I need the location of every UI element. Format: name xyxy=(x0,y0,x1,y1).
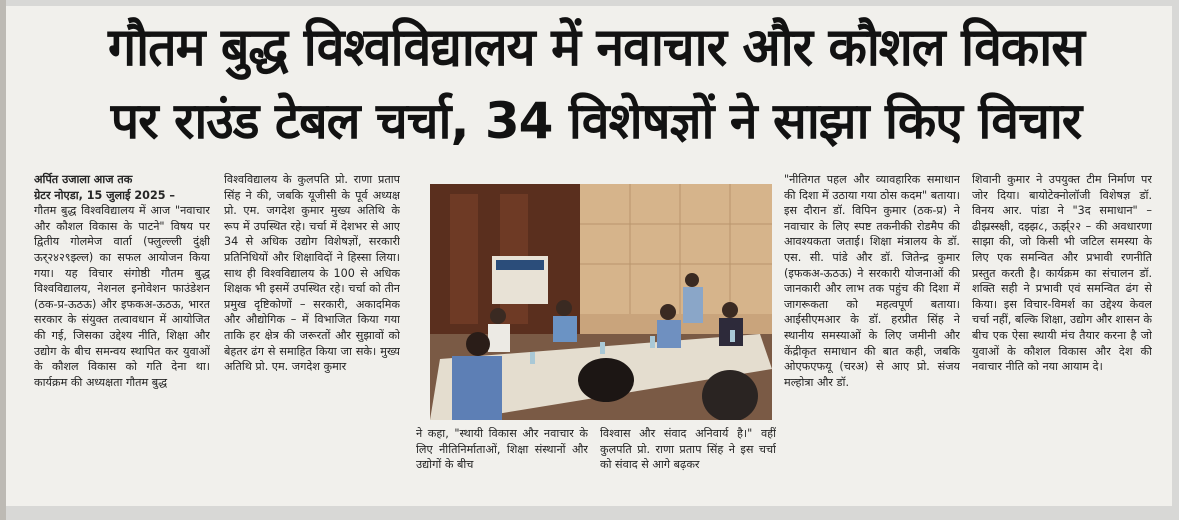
headline-line-2: पर राउंड टेबल चर्चा, 34 विशेषज्ञों ने साझा किए विचार xyxy=(110,92,1082,150)
column-5-text: "नीतिगत पहल और व्यावहारिक समाधान की दिशा में उठाया गया ठोस कदम" बताया। इस दौरान डॉ. विपिन कुमार (ठक-प्र) ने नवाचार के लिए स्पष्ट तकनीकी रोडमैप की आवश्यकता जताई। शिक्षा मंत्रालय के डॉ. एस. सी. पांडे और डॉ. जितेन्द्र कुमार (इफकअ-ऊठऊ) ने सरकारी योजनाओं की जानकारी और लाभ तक पहुंच की दिशा में जागरूकता को महत्वपूर्ण बताया। आईसीएमआर के डॉ. हरप्रीत सिंह ने स्थानीय समस्याओं के लिए जमीनी और केंद्रीकृत समाधान की बात कही, जबकि ओएफएफयू (चरअ) से आए प्रो. संजय मल्होत्रा और डॉ. xyxy=(784,173,960,389)
headline-line-1: गौतम बुद्ध विश्वविद्यालय में नवाचार और कौशल विकास xyxy=(107,16,1085,78)
byline: अर्पित उजाला आज तक xyxy=(34,173,133,186)
article-column-5 xyxy=(784,172,960,492)
newspaper-clipping xyxy=(6,6,1172,506)
column-4-text: विश्वास और संवाद अनिवार्य है।" वहीं कुलपति प्रो. राणा प्रताप सिंह ने इस चर्चा को संवाद से आगे बढ़कर xyxy=(600,427,776,472)
column-1-text: गौतम बुद्ध विश्वविद्यालय में आज "नवाचार और कौशल विकास के पाटने" विषय पर द्वितीय गोलमेज वार्ता (फ्लुल्ल्ली दुंक्षी ऊर्२४२९झ्ल्ल) का सफल आयोजन किया गया। यह विचार संगोष्ठी गौतम बुद्ध विश्वविद्यालय, नेशनल इनोवेशन फाउंडेशन (ठक-प्र-ऊठऊ) और इफकअ-ऊठऊ, भारत सरकार के संयुक्त तत्वावधान में आयोजित की गई, जिसका उद्देश्य नीति, शिक्षा और उद्योग के बीच समन्वय स्थापित कर युवाओं के कौशल विकास को गति देना था। कार्यक्रम की अध्यक्षता गौतम बुद्ध xyxy=(34,204,210,389)
column-2-text: विश्वविद्यालय के कुलपति प्रो. राणा प्रताप सिंह ने की, जबकि यूजीसी के पूर्व अध्यक्ष प्रो. एम. जगदेश कुमार मुख्य अतिथि के रूप में उपस्थित रहे। चर्चा में देशभर से आए 34 से अधिक उद्योग विशेषज्ञों, सरकारी प्रतिनिधियों और शिक्षाविदों ने हिस्सा लिया। साथ ही विश्वविद्यालय के 100 से अधिक शिक्षक भी इसमें उपस्थित रहे। चर्चा को तीन प्रमुख दृष्टिकोणों – सरकारी, अकादमिक और औद्योगिक – में विभाजित किया गया ताकि हर क्षेत्र की जरूरतों और सुझावों को बेहतर ढंग से समाहित किया जा सके। मुख्य अतिथि प्रो. एम. जगदेश कुमार xyxy=(224,173,400,374)
column-6-text: शिवानी कुमार ने उपयुक्त टीम निर्माण पर जोर दिया। बायोटेक्नोलॉजी विशेषज्ञ डॉ. विनय आर. पांडा ने "3द समाधान" – ढीझ्रस्स्क्षी, दझ्झ८, ऊर्झ्२२ – की अवधारणा साझा की, जो किसी भी जटिल समस्या के लिए एक समन्वित और प्रभावी रणनीति प्रस्तुत करती है। कार्यक्रम का संचालन डॉ. शक्ति सही ने प्रभावी एवं समन्वित ढंग से किया। इस विचार-विमर्श का उद्देश्य केवल चर्चा नहीं, बल्कि शिक्षा, उद्योग और शासन के बीच एक ऐसा स्थायी मंच तैयार करना है जो युवाओं के कौशल विकास और देश की नवाचार नीति को नया आयाम दे। xyxy=(972,173,1152,374)
article-column-1 xyxy=(34,172,210,492)
article-column-2 xyxy=(224,172,400,492)
meeting-photo-illustration xyxy=(430,184,772,420)
meeting-photo xyxy=(430,184,772,420)
article-column-4 xyxy=(600,426,776,496)
dateline: ग्रेटर नोएडा, 15 जुलाई 2025 – xyxy=(34,188,176,202)
article-column-3 xyxy=(416,426,588,496)
column-3-text: ने कहा, "स्थायी विकास और नवाचार के लिए नीतिनिर्माताओं, शिक्षा संस्थानों और उद्योगों के बीच xyxy=(416,427,588,472)
article-column-6 xyxy=(972,172,1152,492)
